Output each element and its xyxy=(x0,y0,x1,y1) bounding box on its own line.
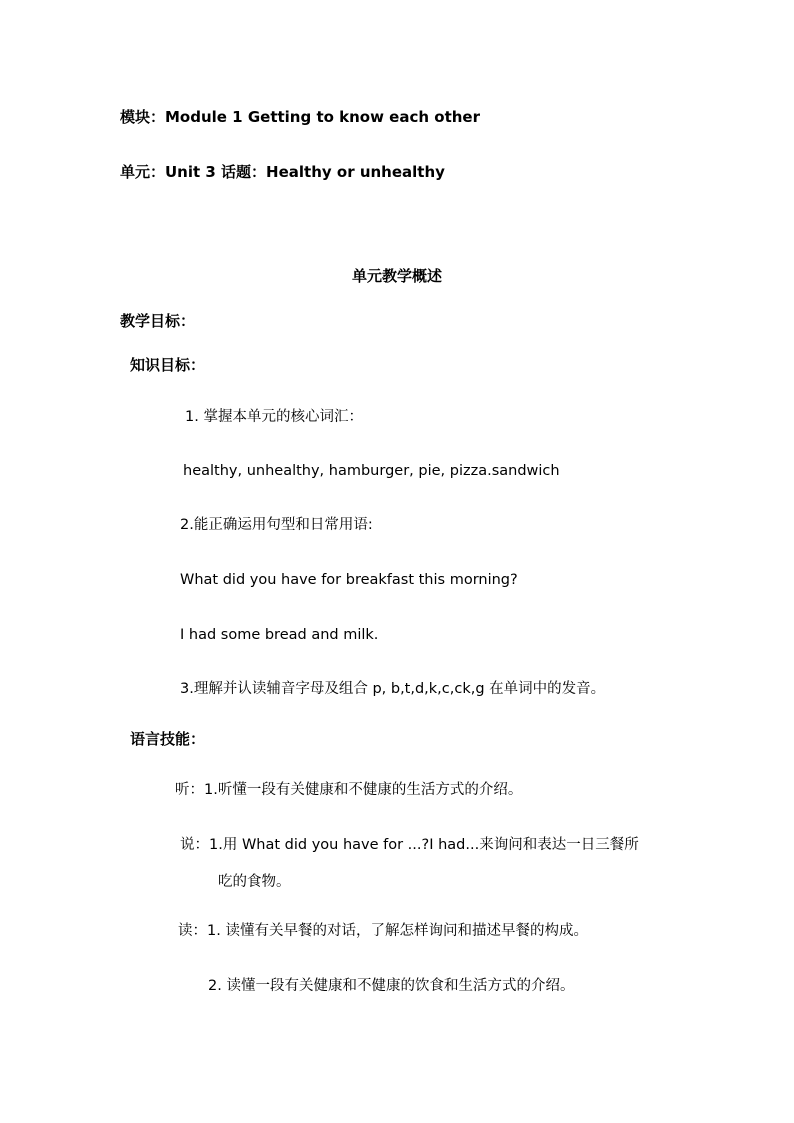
knowledge-goals-heading: 知识目标： xyxy=(130,356,206,374)
sentence-pattern: I had some bread and milk. xyxy=(180,627,379,643)
speaking-skill: 说：1.用 What did you have for ...?I had...来询问和表达一日三餐所 xyxy=(180,837,639,853)
module-line: 模块：Module 1 Getting to know each other xyxy=(120,108,481,126)
speaking-skill-continued: 吃的食物。 xyxy=(218,874,291,890)
unit-topic-line: 单元：Unit 3 话题：Healthy or unhealthy xyxy=(120,163,445,181)
knowledge-item: 1. 掌握本单元的核心词汇： xyxy=(185,409,363,425)
vocabulary-list: healthy, unhealthy, hamburger, pie, pizza.sandwich xyxy=(183,463,560,479)
listening-skill: 听：1.听懂一段有关健康和不健康的生活方式的介绍。 xyxy=(175,782,523,798)
language-skills-heading: 语言技能： xyxy=(130,730,206,748)
reading-skill: 读：1. 读懂有关早餐的对话，了解怎样询问和描述早餐的构成。 xyxy=(178,923,588,939)
knowledge-item: 3.理解并认读辅音字母及组合 p, b,t,d,k,c,ck,g 在单词中的发音。 xyxy=(180,681,606,697)
knowledge-item: 2.能正确运用句型和日常用语: xyxy=(180,517,373,533)
sentence-pattern: What did you have for breakfast this morning? xyxy=(180,572,518,588)
reading-skill: 2. 读懂一段有关健康和不健康的饮食和生活方式的介绍。 xyxy=(208,978,575,994)
overview-title: 单元教学概述 xyxy=(351,267,442,285)
teaching-goals-heading: 教学目标： xyxy=(120,312,196,330)
